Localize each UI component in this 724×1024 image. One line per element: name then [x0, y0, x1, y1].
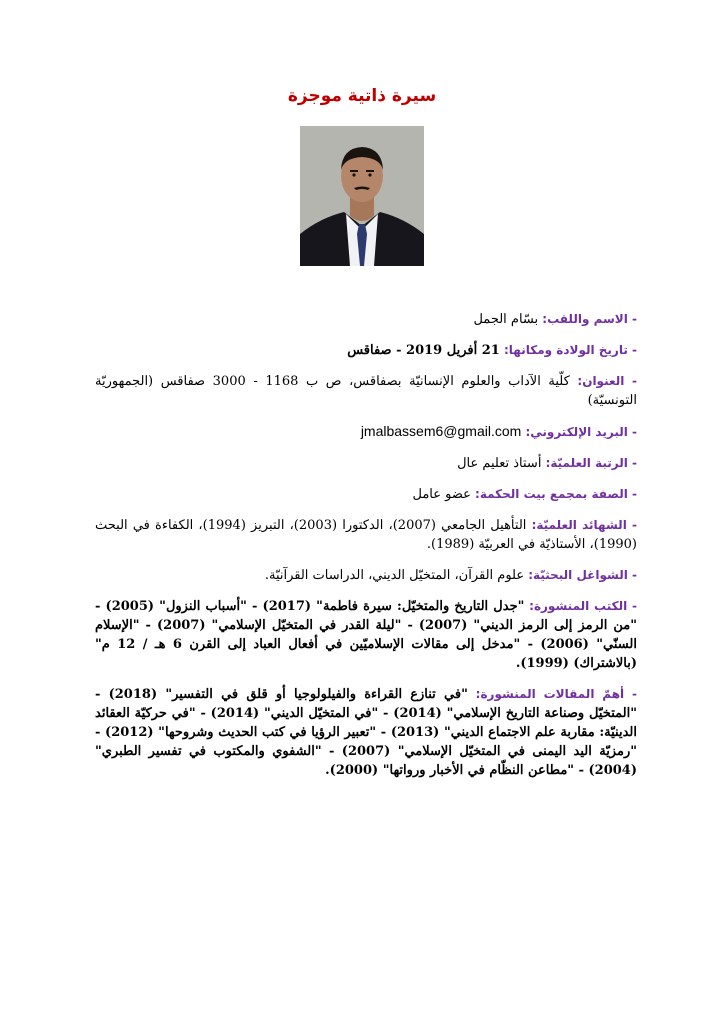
cv-item-name: [95, 310, 637, 329]
degrees-value: التأهيل الجامعي (2007)، الدكتورا (2003)، التبريز (1994)، الكفاءة في البحث (1990)، الأستاذيّة في العربيّة (1989).: [95, 518, 637, 552]
name-label: - الاسم واللقب:: [542, 312, 637, 326]
articles-label: - أهمّ المقالات المنشورة:: [475, 687, 637, 701]
cv-item-address: [95, 372, 637, 410]
address-label: - العنوان:: [577, 374, 637, 388]
books-label: - الكتب المنشورة:: [529, 599, 637, 613]
research-label: - الشواغل البحثيّة:: [528, 568, 637, 582]
degrees-label: - الشهائد العلميّة:: [531, 518, 638, 532]
cv-item-membership: [95, 485, 637, 504]
page-title: سيرة ذاتية موجزة: [287, 86, 437, 106]
email-label: - البريد الإلكتروني:: [525, 425, 637, 439]
research-value: علوم القرآن، المتخيّل الديني، الدراسات القرآنيّة.: [264, 568, 525, 583]
birth-label: - تاريخ الولادة ومكانها:: [503, 343, 637, 357]
cv-content: [95, 310, 637, 792]
books-value: "جدل التاريخ والمتخيّل: سيرة فاطمة" (2017) - "أسباب النزول" (2005) - "من الرمز إلى الرمز الديني" (2007) - "ليلة القدر في المتخيّل الإسلامي" (2007) - "الإسلام السنّي" (2006) - "مدخل إلى مقالات الإسلاميّين في أفعال العباد إلى القرن 6 هـ / 12 م" (بالاشتراك) (1999).: [95, 599, 637, 671]
membership-value: عضو عامل: [412, 487, 471, 502]
cv-item-degrees: [95, 516, 637, 554]
cv-item-rank: [95, 454, 637, 473]
birth-value: 21 أفريل 2019 - صفاقس: [347, 343, 500, 358]
cv-item-email: [95, 422, 637, 442]
email-link[interactable]: jmalbassem6@gmail.com: [360, 423, 522, 439]
cv-item-books: [95, 597, 637, 673]
articles-value: "في تنازع القراءة والفيلولوجيا أو قلق في التفسير" (2018) - "المتخيّل وصناعة التاريخ الإسلامي" (2014) - "في المتخيّل الديني" (2014) - "في حركيّة العقائد الدينيّة: مقاربة علم الاجتماع الديني" (2013) - "تعبير الرؤيا في كتب الحديث وشروحها" (2012) - "رمزيّة اليد اليمنى في المتخيّل الإسلامي" (2007) - "الشفوي والمكتوب في تفسير الطبري" (2004) - "مطاعن النظّام في الأخبار ورواتها" (2000).: [95, 687, 637, 778]
address-value: كلّية الآداب والعلوم الإنسانيّة بصفاقس، ص ب 1168 - 3000 صفاقس (الجمهوريّة التونسيّة): [95, 374, 637, 408]
name-value: بسّام الجمل: [473, 312, 539, 327]
cv-item-birth: [95, 341, 637, 360]
membership-label: - الصفة بمجمع بيت الحكمة:: [475, 487, 637, 501]
cv-item-research: [95, 566, 637, 585]
cv-item-articles: [95, 685, 637, 780]
portrait-image: [300, 126, 424, 266]
rank-value: أستاذ تعليم عال: [457, 456, 542, 471]
portrait-photo: [300, 126, 424, 266]
rank-label: - الرتبة العلميّة:: [545, 456, 637, 470]
